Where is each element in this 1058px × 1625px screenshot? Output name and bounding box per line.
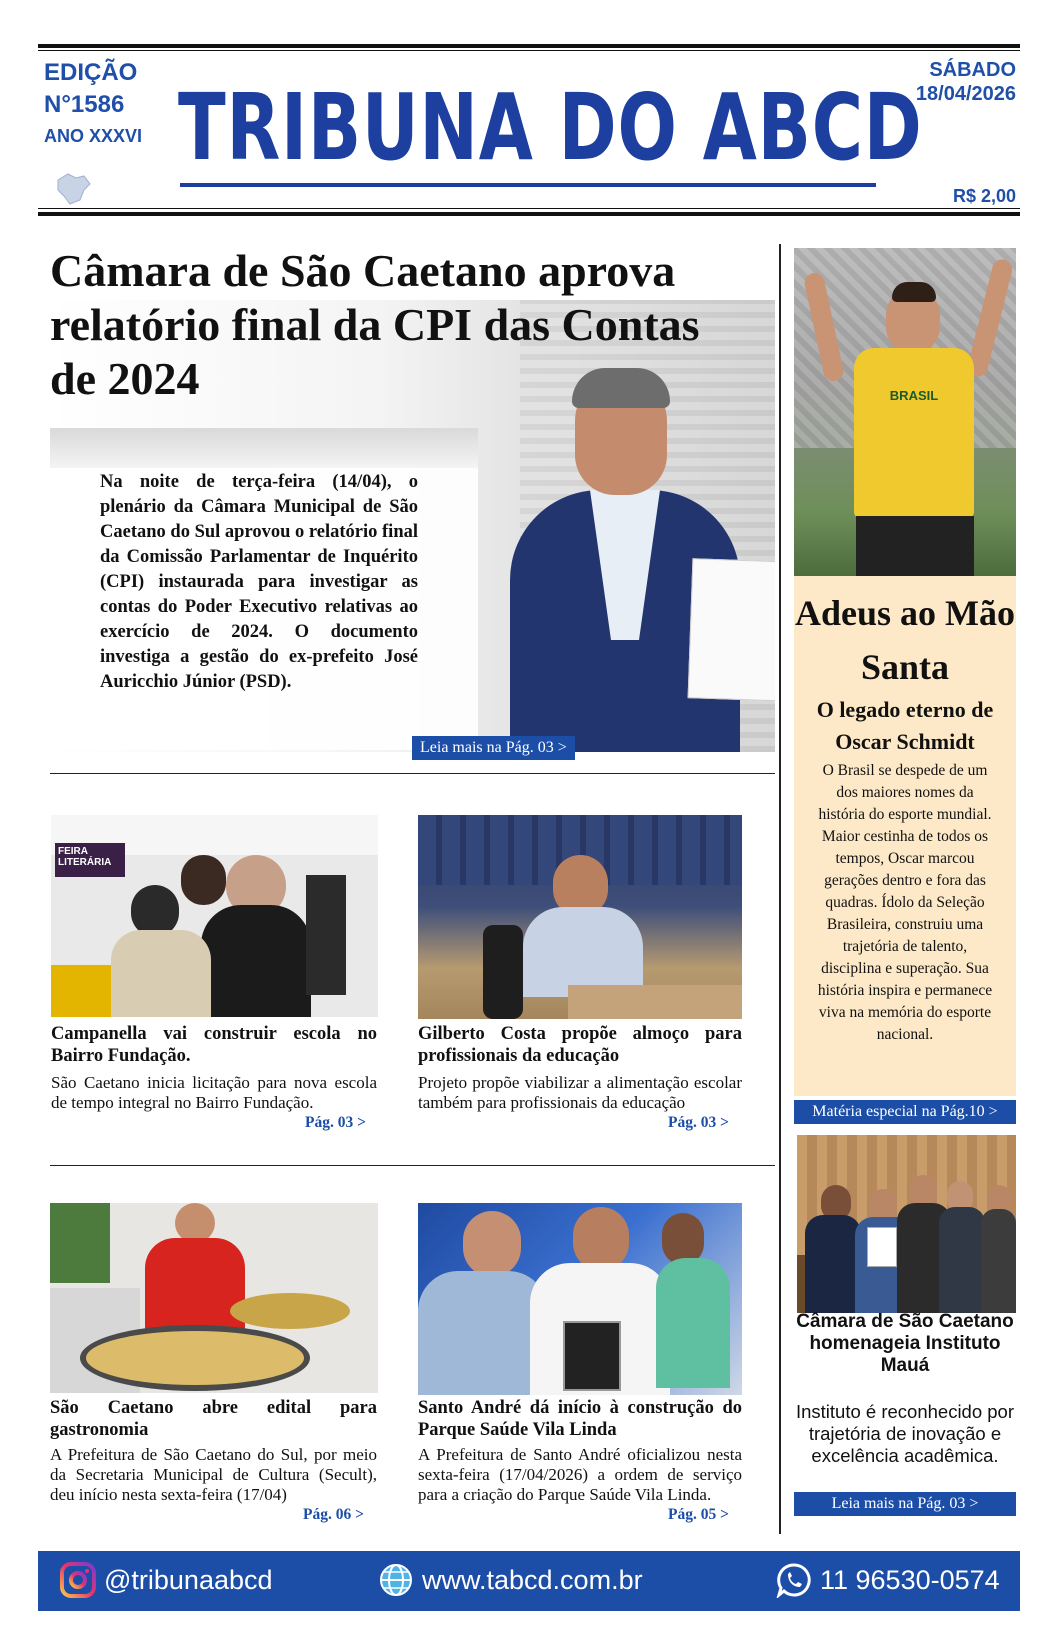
newspaper-title[interactable]: TRIBUNA DO ABCD bbox=[178, 74, 923, 181]
story-title[interactable]: Campanella vai construir escola no Bairro Fundação. bbox=[51, 1024, 377, 1066]
instagram-handle: @tribunaabcd bbox=[104, 1564, 273, 1595]
masthead-bottom-rule bbox=[38, 212, 1020, 216]
issue-price: R$ 2,00 bbox=[952, 186, 1016, 206]
footer-instagram[interactable] bbox=[60, 1558, 273, 1602]
instagram-icon bbox=[60, 1562, 96, 1598]
story-summary: A Prefeitura de São Caetano do Sul, por meio da Secretaria Municipal de Cultura (Secult), deu início nesta sexta-feira (17/04) bbox=[50, 1445, 377, 1504]
story-page-link[interactable]: Pág. 03 > bbox=[305, 1114, 366, 1131]
story-page-link[interactable]: Pág. 06 > bbox=[303, 1506, 364, 1523]
date-value: 18/04/2026 bbox=[915, 83, 1016, 105]
map-icon bbox=[54, 170, 94, 206]
section-divider bbox=[50, 773, 775, 774]
story-photo-councilman bbox=[418, 815, 742, 1019]
maua-headline[interactable]: Câmara de São Caetano homenageia Instituto Mauá bbox=[796, 1311, 1014, 1376]
whatsapp-icon bbox=[776, 1562, 812, 1598]
oscar-headline[interactable]: Adeus ao Mão Santa bbox=[794, 593, 1015, 687]
edition-number: N°1586 bbox=[44, 91, 125, 118]
photo-report-document bbox=[688, 558, 775, 702]
story-title[interactable]: Santo André dá início à construção do Parque Saúde Vila Linda bbox=[418, 1398, 742, 1440]
oscar-photo bbox=[794, 248, 1016, 576]
story-summary: Projeto propõe viabilizar a alimentação escolar também para profissionais da educação bbox=[418, 1073, 742, 1112]
footer-whatsapp[interactable] bbox=[776, 1558, 1000, 1602]
oscar-jersey bbox=[854, 348, 974, 518]
lead-read-more-link[interactable]: Leia mais na Pág. 03 > bbox=[412, 736, 575, 760]
story-photo-park bbox=[418, 1203, 742, 1395]
masthead-top-rule-thin bbox=[38, 50, 1020, 51]
section-divider bbox=[50, 1165, 775, 1166]
story-page-link[interactable]: Pág. 05 > bbox=[668, 1506, 729, 1523]
oscar-summary: O Brasil se despede de um dos maiores nomes da história do esporte mundial. Maior cestinha de todos os tempos, Oscar marcou gerações dentro e fora das quadras. Ídolo da Seleção Brasileira, construiu uma trajetória de talento, disciplina e superação. Sua história inspira e permanece viva na memória do esporte nacional. bbox=[817, 762, 993, 1043]
story-title[interactable]: Gilberto Costa propõe almoço para profissionais da educação bbox=[418, 1024, 742, 1066]
globe-icon bbox=[378, 1562, 414, 1598]
jersey-text: BRASIL bbox=[889, 388, 939, 403]
photo-sign: FEIRA LITERÁRIA bbox=[55, 843, 125, 877]
lead-summary: Na noite de terça-feira (14/04), o plenário da Câmara Municipal de São Caetano do Sul aprovou o relatório final da Comissão Parlamentar de Inquérito (CPI) instaurada para investigar as contas do Poder Executivo relativas ao exercício de 2024. O documento investiga a gestão do ex-prefeito José Auricchio Júnior (PSD). bbox=[100, 472, 418, 692]
story-title[interactable]: São Caetano abre edital para gastronomia bbox=[50, 1398, 377, 1440]
story-summary: São Caetano inicia licitação para nova escola de tempo integral no Bairro Fundação. bbox=[51, 1073, 377, 1112]
weekday: SÁBADO bbox=[929, 59, 1016, 81]
story-summary: A Prefeitura de Santo André oficializou nesta sexta-feira (17/04/2026) a ordem de serviço para a criação do Parque Saúde Vila Linda. bbox=[418, 1445, 742, 1504]
edition-info bbox=[44, 58, 142, 150]
footer-website[interactable] bbox=[378, 1558, 643, 1602]
photo-ceiling bbox=[50, 428, 478, 468]
website-url: www.tabcd.com.br bbox=[422, 1564, 643, 1595]
story-photo-school bbox=[51, 815, 378, 1017]
edition-label: EDIÇÃO bbox=[44, 59, 138, 86]
oscar-subhead: O legado eterno de Oscar Schmidt bbox=[816, 697, 994, 754]
story-page-link[interactable]: Pág. 03 > bbox=[668, 1114, 729, 1131]
edition-year: ANO XXXVI bbox=[44, 126, 143, 146]
story-photo-gastronomy bbox=[50, 1203, 378, 1393]
issue-date bbox=[916, 58, 1016, 106]
masthead-bottom-rule-thin bbox=[38, 208, 1020, 209]
whatsapp-number: 11 96530-0574 bbox=[820, 1564, 1000, 1595]
oscar-read-more-link[interactable]: Matéria especial na Pág.10 > bbox=[794, 1100, 1016, 1124]
column-divider bbox=[779, 244, 781, 1534]
lead-headline[interactable]: Câmara de São Caetano aprova relatório final da CPI das Contas de 2024 bbox=[50, 245, 700, 404]
maua-photo bbox=[797, 1135, 1016, 1313]
masthead-top-rule bbox=[38, 44, 1020, 48]
maua-read-more-link[interactable]: Leia mais na Pág. 03 > bbox=[794, 1492, 1016, 1516]
maua-summary: Instituto é reconhecido por trajetória de inovação e excelência acadêmica. bbox=[795, 1401, 1015, 1466]
title-underline bbox=[180, 183, 876, 187]
